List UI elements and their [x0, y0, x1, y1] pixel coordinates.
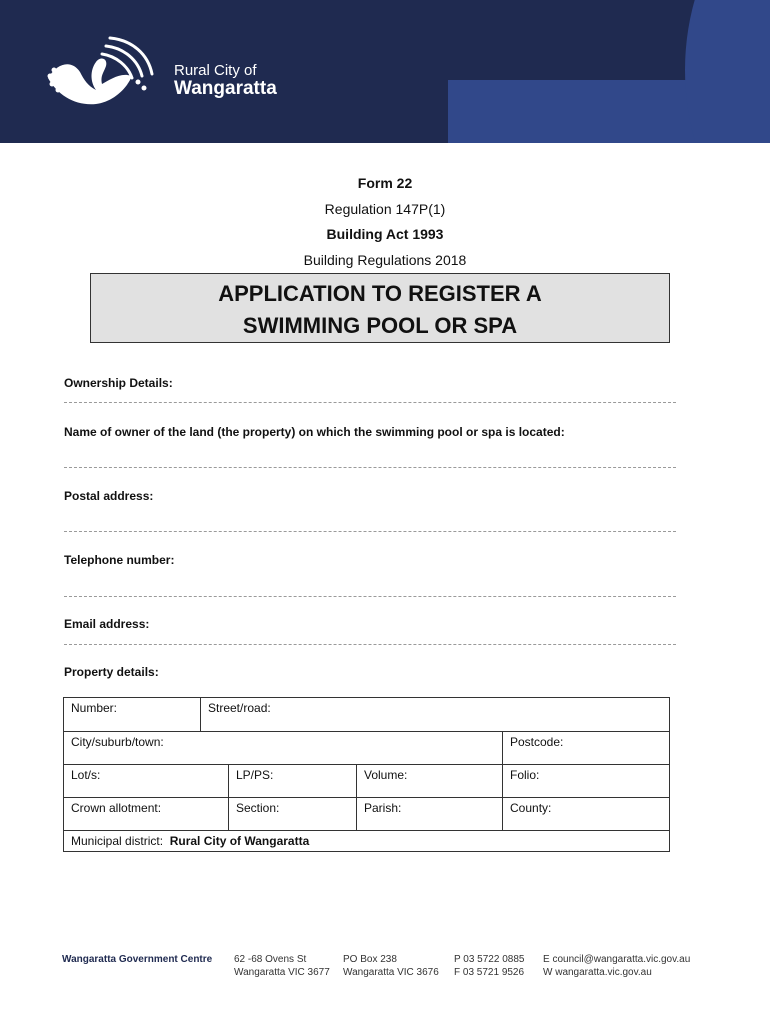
- act-ref: Building Act 1993: [326, 226, 444, 242]
- number-cell[interactable]: Number:: [64, 698, 201, 732]
- footer-address-line-1: 62 -68 Ovens St: [234, 954, 307, 965]
- form-title-line-1: APPLICATION TO REGISTER A: [218, 281, 542, 306]
- table-row: [64, 698, 670, 732]
- footer-fax: F 03 5721 9526: [454, 967, 525, 978]
- street-cell[interactable]: Street/road:: [201, 698, 670, 732]
- footer-centre-name: Wangaratta Government Centre: [62, 954, 213, 965]
- postcode-cell[interactable]: Postcode:: [503, 732, 670, 765]
- table-row: [64, 798, 670, 831]
- footer-contact: [543, 953, 690, 979]
- table-row: [64, 765, 670, 798]
- municipal-district-label: Municipal district:: [71, 834, 164, 848]
- form-title-box: [90, 273, 670, 343]
- ownership-heading: Ownership Details:: [64, 376, 173, 390]
- property-details-heading: Property details:: [64, 665, 159, 679]
- footer-street-address: [234, 953, 330, 979]
- lpps-cell[interactable]: LP/PS:: [229, 765, 357, 798]
- section-cell[interactable]: Section:: [229, 798, 357, 831]
- owner-name-line[interactable]: [64, 467, 676, 468]
- footer-email-link[interactable]: E council@wangaratta.vic.gov.au: [543, 954, 691, 965]
- regulation-ref: Regulation 147P(1): [324, 201, 446, 217]
- brand-name: Wangaratta: [174, 78, 277, 99]
- email-label: Email address:: [64, 617, 150, 631]
- table-row: [64, 831, 670, 852]
- email-line[interactable]: [64, 644, 676, 645]
- header-banner: [0, 0, 770, 143]
- postal-address-line[interactable]: [64, 531, 676, 532]
- telephone-label: Telephone number:: [64, 553, 175, 567]
- municipal-district-value: Rural City of Wangaratta: [169, 834, 310, 848]
- telephone-line[interactable]: [64, 596, 676, 597]
- table-row: [64, 732, 670, 765]
- crown-allotment-cell[interactable]: Crown allotment:: [64, 798, 229, 831]
- property-details-table: [63, 697, 670, 852]
- footer-phone-fax: [454, 953, 524, 979]
- city-cell[interactable]: City/suburb/town:: [64, 732, 503, 765]
- regulations-ref: Building Regulations 2018: [303, 252, 467, 268]
- swan-logo-icon: [40, 30, 162, 112]
- ownership-line[interactable]: [64, 402, 676, 403]
- footer-address-line-2: Wangaratta VIC 3677: [234, 967, 330, 978]
- owner-name-label: Name of owner of the land (the property) on which the swimming pool or spa is located:: [64, 425, 565, 439]
- postal-address-label: Postal address:: [64, 489, 154, 503]
- banner-accent-curve: [685, 0, 770, 143]
- volume-cell[interactable]: Volume:: [357, 765, 503, 798]
- folio-cell[interactable]: Folio:: [503, 765, 670, 798]
- form-number: Form 22: [357, 175, 413, 191]
- lots-cell[interactable]: Lot/s:: [64, 765, 229, 798]
- municipal-district-cell: [64, 831, 670, 852]
- parish-cell[interactable]: Parish:: [357, 798, 503, 831]
- footer-po-box: [343, 953, 439, 979]
- footer-po-line-1: PO Box 238: [343, 954, 397, 965]
- form-title-line-2: SWIMMING POOL OR SPA: [242, 313, 518, 338]
- footer-po-line-2: Wangaratta VIC 3676: [343, 967, 439, 978]
- footer-phone: P 03 5722 0885: [454, 954, 525, 965]
- brand-subtitle: Rural City of: [174, 62, 257, 79]
- footer-web-link[interactable]: W wangaratta.vic.gov.au: [543, 967, 652, 978]
- county-cell[interactable]: County:: [503, 798, 670, 831]
